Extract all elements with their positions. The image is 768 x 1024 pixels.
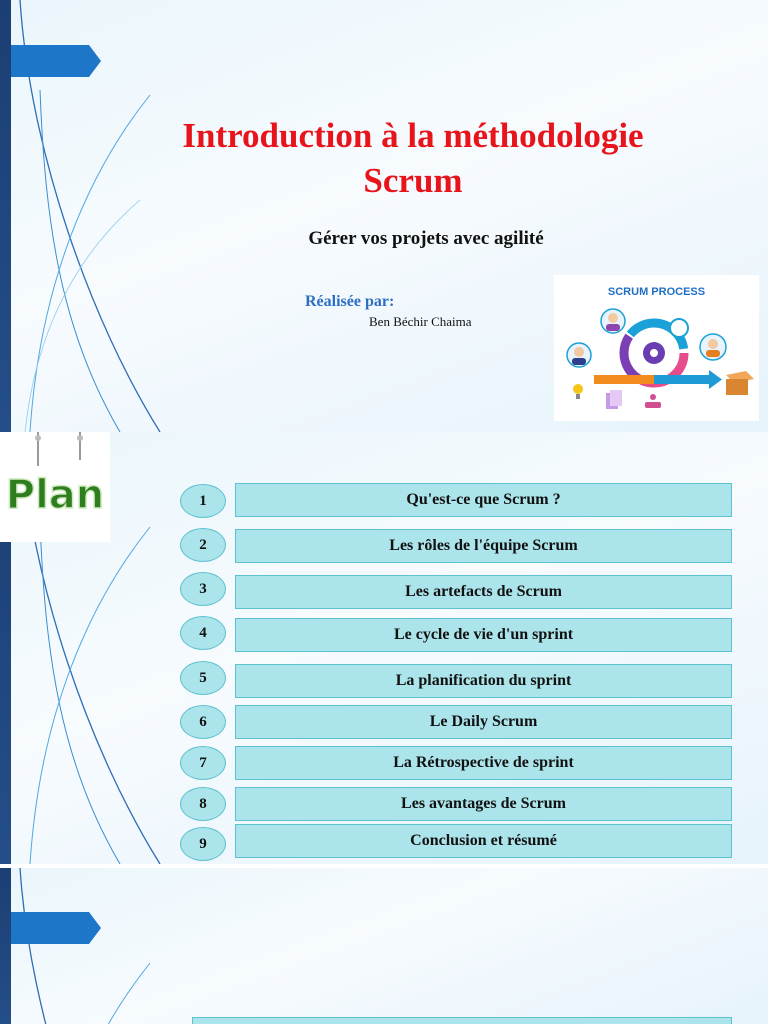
plan-item-label: La planification du sprint bbox=[235, 664, 732, 698]
lightbulb-icon bbox=[573, 384, 583, 394]
slide-tab-arrow bbox=[11, 45, 101, 77]
plan-item-label: Qu'est-ce que Scrum ? bbox=[235, 483, 732, 517]
title-line-2: Scrum bbox=[363, 161, 463, 200]
slide-tab-arrow bbox=[11, 912, 101, 944]
plan-logo-text: Plan bbox=[5, 472, 105, 518]
plan-item-label: Les artefacts de Scrum bbox=[235, 575, 732, 609]
decorative-curves bbox=[0, 868, 200, 1024]
plan-item-label: Les rôles de l'équipe Scrum bbox=[235, 529, 732, 563]
plan-item-label: Le cycle de vie d'un sprint bbox=[235, 618, 732, 652]
slide-subtitle: Gérer vos projets avec agilité bbox=[308, 228, 544, 249]
plan-item-number: 6 bbox=[180, 705, 226, 739]
plan-item-number: 1 bbox=[180, 484, 226, 518]
next-slide bbox=[0, 868, 768, 1024]
plan-item-number: 9 bbox=[180, 827, 226, 861]
plan-item-label: Les avantages de Scrum bbox=[235, 787, 732, 821]
plan-item-number: 4 bbox=[180, 616, 226, 650]
title-slide bbox=[0, 0, 768, 432]
scrum-process-figure bbox=[554, 275, 759, 421]
plan-item-number: 8 bbox=[180, 787, 226, 821]
plan-item-number: 3 bbox=[180, 572, 226, 606]
plan-item-number: 2 bbox=[180, 528, 226, 562]
plan-slide bbox=[0, 432, 768, 864]
slide-title bbox=[100, 113, 726, 203]
plan-item-label: Conclusion et résumé bbox=[235, 824, 732, 858]
title-line-1: Introduction à la méthodologie bbox=[182, 116, 644, 155]
scrum-process-title: SCRUM PROCESS bbox=[607, 286, 706, 298]
plan-logo bbox=[0, 432, 110, 542]
plan-item-number: 7 bbox=[180, 746, 226, 780]
plan-item-number: 5 bbox=[180, 661, 226, 695]
content-box bbox=[192, 1017, 732, 1024]
plan-sign-illustration bbox=[0, 432, 110, 542]
made-by-label: Réalisée par: bbox=[305, 293, 395, 310]
clock-icon bbox=[670, 319, 688, 337]
team-icon bbox=[650, 394, 656, 400]
plan-item-label: Le Daily Scrum bbox=[235, 705, 732, 739]
plan-item-label: La Rétrospective de sprint bbox=[235, 746, 732, 780]
author-name: Ben Béchir Chaima bbox=[369, 314, 472, 329]
product-box-icon bbox=[726, 379, 748, 395]
